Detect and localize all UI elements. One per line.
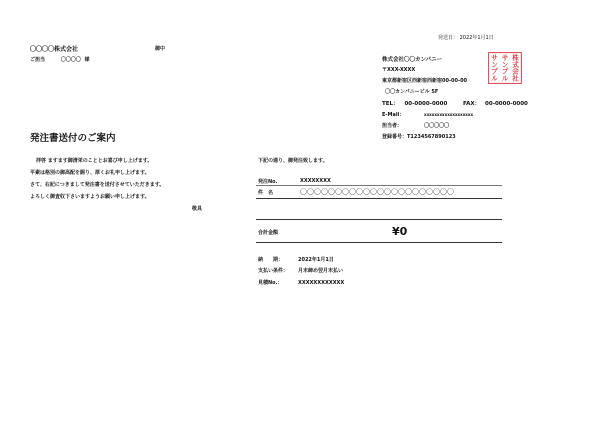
seal-glyph: ル [491,74,498,83]
sender-fax-label: FAX： [463,101,481,107]
delivery-row [258,256,334,263]
issue-date-label: 発送日： [438,35,459,41]
issue-date [438,34,494,41]
seal-glyph: 社 [512,74,519,83]
payment-row [258,267,343,274]
recipient-person-suffix: 様 [84,57,90,63]
recipient-company: 〇〇〇〇株式会社 [30,46,79,53]
sender-tel [382,99,447,107]
seal-glyph: 株 [512,54,519,62]
sender-registration-value: T1234567890123 [407,134,456,140]
seal-glyph: プ [501,67,509,76]
recipient-person-label: ご担当 [30,57,46,63]
sender-email-label: E-Mail： [382,112,405,118]
payment-label: 支払い条件： [258,268,289,274]
sender-address-line2: 〇〇カンパニービル 5F [385,89,439,95]
sender-company: 株式会社〇〇カンパニー [382,57,443,63]
sender-email [382,111,473,118]
issue-date-value: 2022年1月1日 [459,35,494,41]
sender-fax-value: 00-0000-0000 [485,101,528,107]
delivery-label: 納 期： [258,257,284,263]
sender-staff-label: 担当者： [382,123,403,129]
order-subject-label: 件 名 [258,190,274,196]
seal-glyph: プ [491,67,498,76]
sender-staff-value: 〇〇〇〇〇 [424,123,450,129]
seal-glyph: 式 [512,60,519,69]
letter-line: さて、右記につきまして発注書を送付させていただきます。 [30,182,165,188]
seal-glyph: サ [491,54,498,62]
letter-line: 平素は格別の御高配を賜り、厚くお礼申し上げます。 [30,170,150,176]
seal-glyph: ン [501,60,509,69]
company-seal-stamp [488,52,522,84]
quote-label: 見積No.： [258,280,283,286]
quote-row [258,279,344,286]
total-amount: ¥0 [392,225,408,238]
recipient-person-name: 〇〇〇〇 [60,57,81,63]
seal-glyph: 会 [512,67,519,76]
order-number-value: XXXXXXXX [300,178,331,184]
divider [256,242,502,243]
total-label: 合計金額 [258,230,279,236]
order-intro: 下記の通り、御発注致します。 [258,158,328,164]
sender-address-line1: 東京都新宿区西新宿西新宿00-00-00 [382,78,468,84]
letter-closing: 敬具 [192,206,203,212]
sender-tel-label: TEL： [382,101,399,107]
divider [256,198,502,199]
sender-staff [382,122,449,129]
divider [256,219,502,220]
sender-postal: 〒XXX-XXXX [382,67,416,73]
sender-tel-value: 00-0000-0000 [404,101,448,107]
sender-email-value: xxxxxxxxxxxxxxxxxxx [424,112,474,117]
sender-registration [382,133,456,140]
seal-glyph: ル [501,74,509,83]
page-title: 発注書送付のご案内 [30,133,116,144]
recipient-honorific: 御中 [155,46,166,52]
order-number-label: 発注No. [258,179,278,185]
delivery-value: 2022年1月1日 [298,257,334,263]
order-subject-value: 〇〇〇〇〇〇〇〇〇〇〇〇〇〇〇〇〇〇〇〇〇〇 [300,188,454,196]
seal-glyph: ン [491,60,498,69]
seal-glyph: サ [501,54,509,62]
recipient-person [30,56,90,63]
sender-registration-label: 登録番号： [382,134,408,140]
letter-line: 拝啓 ますます御清栄のこととお喜び申し上げます。 [36,158,153,164]
quote-value: XXXXXXXXXXXX [298,280,345,286]
sender-fax [463,99,528,107]
divider [256,185,502,186]
payment-value: 月末締め翌月末払い [298,268,344,274]
letter-line: よろしく御査収下さいますようお願い申し上げます。 [30,194,150,200]
